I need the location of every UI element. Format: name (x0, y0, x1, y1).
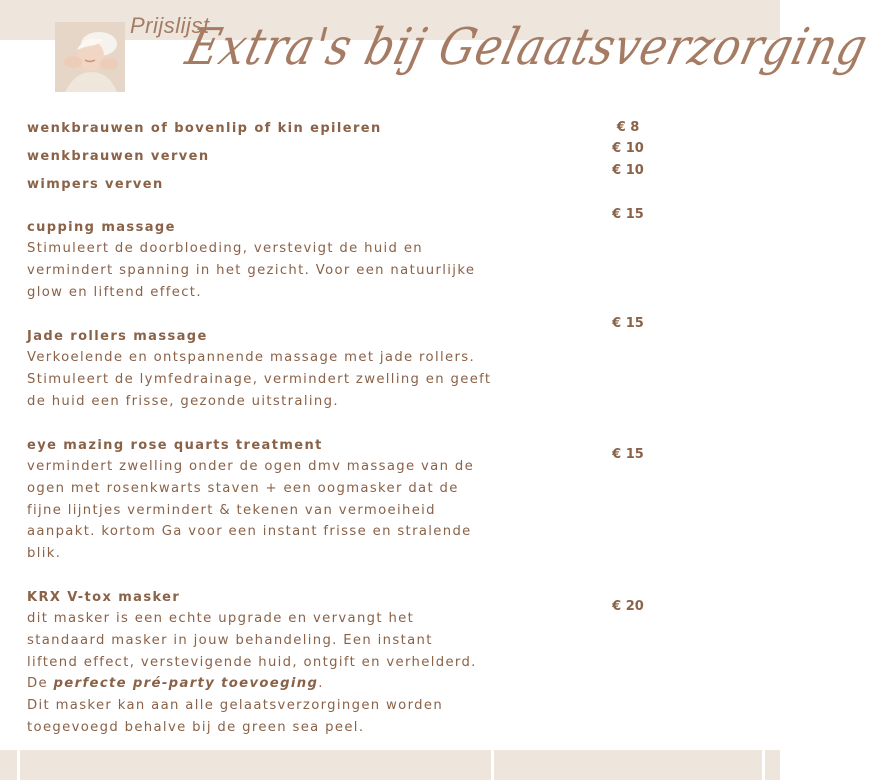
footer-band (0, 750, 780, 780)
item-name: wenkbrauwen of bovenlip of kin epileren (27, 121, 382, 136)
item-description: vermindert zwelling onder de ogen dmv massage van de ogen met rosenkwarts staven + een oogmasker dat de fijne lijntjes vermindert & tekenen van vermoeiheid aanpakt. kortom Ga voor een instant frisse en stralende blik. (27, 459, 475, 562)
item-name: KRX V-tox masker (27, 590, 181, 605)
item-description: dit masker is een echte upgrade en vervangt het standaard masker in jouw behandeling. Een instant liftend effect, verstevigende huid, ontgift en verhelderd. De perfecte pré-party toevoeging. Dit masker kan aan alle gelaatsverzorgingen worden toegevoegd behalve bij de green sea peel. (27, 611, 477, 735)
item-price: € 15 (612, 207, 644, 222)
highlight-text: perfecte pré-party toevoeging (53, 676, 319, 692)
item-price: € 8 (616, 120, 640, 135)
item-price: € 20 (612, 599, 644, 614)
item-price: € 10 (612, 163, 644, 178)
price-list-label: Prijslijst (130, 13, 210, 38)
footer-divider (17, 750, 20, 780)
item-name: wimpers verven (27, 177, 164, 192)
footer-divider (491, 750, 494, 780)
item-description: Stimuleert de doorbloeding, verstevigt de huid en vermindert spanning in het gezicht. Voor een natuurlijke glow en liftend effect. (27, 241, 476, 300)
footer-divider (762, 750, 765, 780)
item-name: cupping massage (27, 220, 176, 235)
item-price: € 10 (612, 141, 644, 156)
item-price: € 15 (612, 316, 644, 331)
item-price: € 15 (612, 447, 644, 462)
item-name: wenkbrauwen verven (27, 149, 210, 164)
item-description: Verkoelende en ontspannende massage met jade rollers. Stimuleert de lymfedrainage, vermindert zwelling en geeft de huid een frisse, gezonde uitstraling. (27, 350, 492, 409)
item-name: eye mazing rose quarts treatment (27, 438, 323, 453)
facial-treatment-photo (55, 22, 125, 92)
item-name: Jade rollers massage (27, 329, 208, 344)
page-title: Extra's bij Gelaatsverzorging (180, 18, 874, 77)
